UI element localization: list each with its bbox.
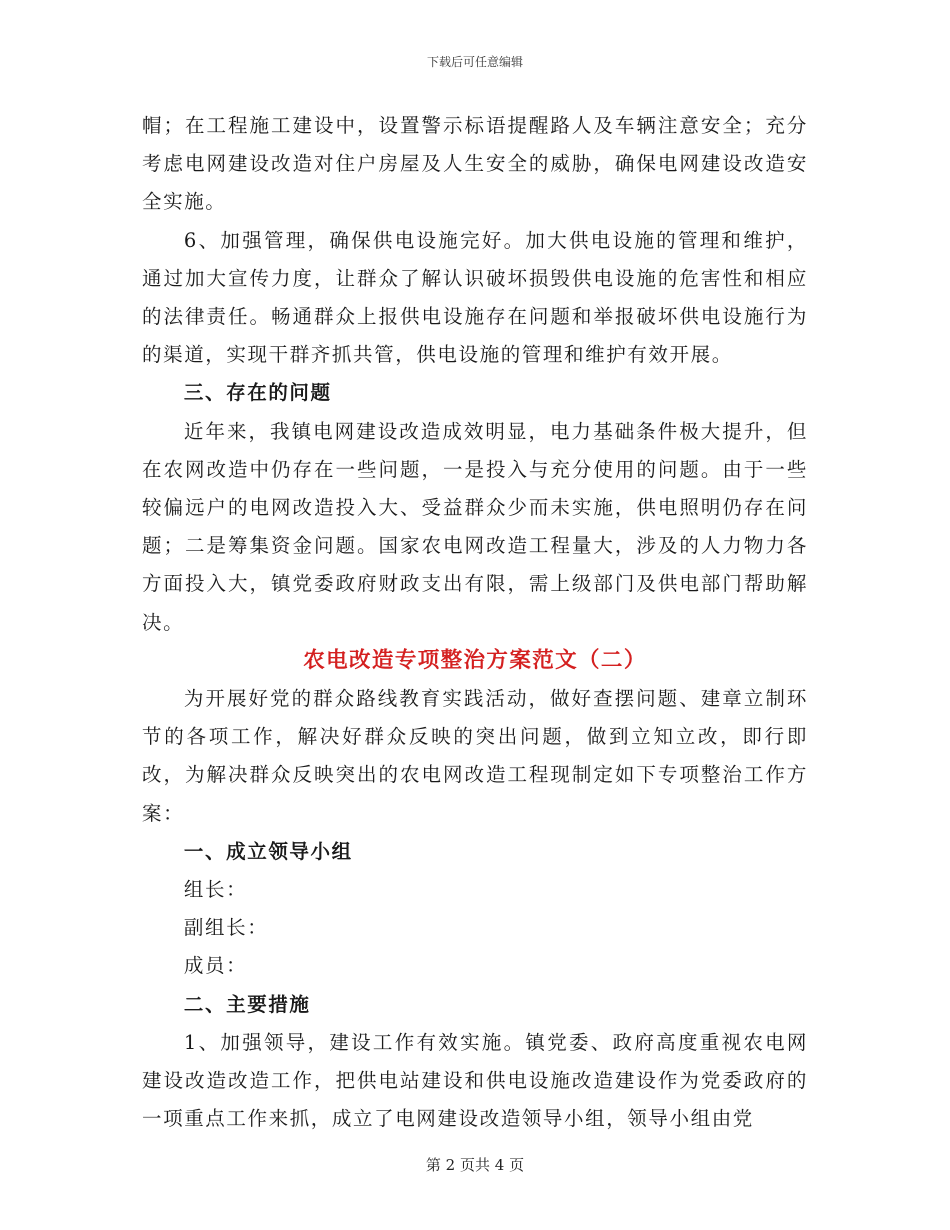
paragraph-1: 帽；在工程施工建设中，设置警示标语提醒路人及车辆注意安全；充分考虑电网建设改造对住户房屋及人生安全的威胁，确保电网建设改造安全实施。 bbox=[142, 114, 808, 214]
heading-leadership-group: 一、成立领导小组 bbox=[183, 839, 353, 863]
deputy-leader-line: 副组长： bbox=[183, 916, 269, 940]
page-footer: 第 2 页共 4 页 bbox=[425, 1156, 525, 1174]
leader-line: 组长： bbox=[183, 878, 248, 902]
heading-main-measures: 二、主要措施 bbox=[183, 992, 311, 1016]
paragraph-6-management: 6、加强管理，确保供电设施完好。加大供电设施的管理和维护，通过加大宣传力度，让群众了解认识破坏损毁供电设施的危害性和相应的法律责任。畅通群众上报供电设施存在问题和举报破坏供电设施行为的渠道，实现干群齐抓共管，供电设施的管理和维护有效开展。 bbox=[142, 228, 808, 367]
paragraph-problems: 近年来，我镇电网建设改造成效明显，电力基础条件极大提升，但在农网改造中仍存在一些问题，一是投入与充分使用的问题。由于一些较偏远户的电网改造投入大、受益群众少而未实施，供电照明仍存在问题；二是筹集资金问题。国家农电网改造工程量大，涉及的人力物力各方面投入大，镇党委政府财政支出有限，需上级部门及供电部门帮助解决。 bbox=[142, 419, 808, 634]
members-line: 成员： bbox=[183, 954, 248, 978]
paragraph-intro: 为开展好党的群众路线教育实践活动，做好查摆问题、建章立制环节的各项工作，解决好群众反映的突出问题，做到立知立改，即行即改，为解决群众反映突出的农电网改造工程现制定如下专项整治工作方案： bbox=[142, 687, 808, 825]
page-header: 下载后可任意编辑 bbox=[426, 55, 523, 69]
section-title: 农电改造专项整治方案范文（二） bbox=[303, 647, 647, 673]
heading-existing-problems: 三、存在的问题 bbox=[183, 381, 332, 405]
document-body bbox=[142, 107, 808, 1138]
paragraph-measure-1: 1、加强领导，建设工作有效实施。镇党委、政府高度重视农电网建设改造改造工作，把供电站建设和供电设施改造建设作为党委政府的一项重点工作来抓，成立了电网建设改造领导小组，领导小组由党 bbox=[142, 1030, 808, 1131]
